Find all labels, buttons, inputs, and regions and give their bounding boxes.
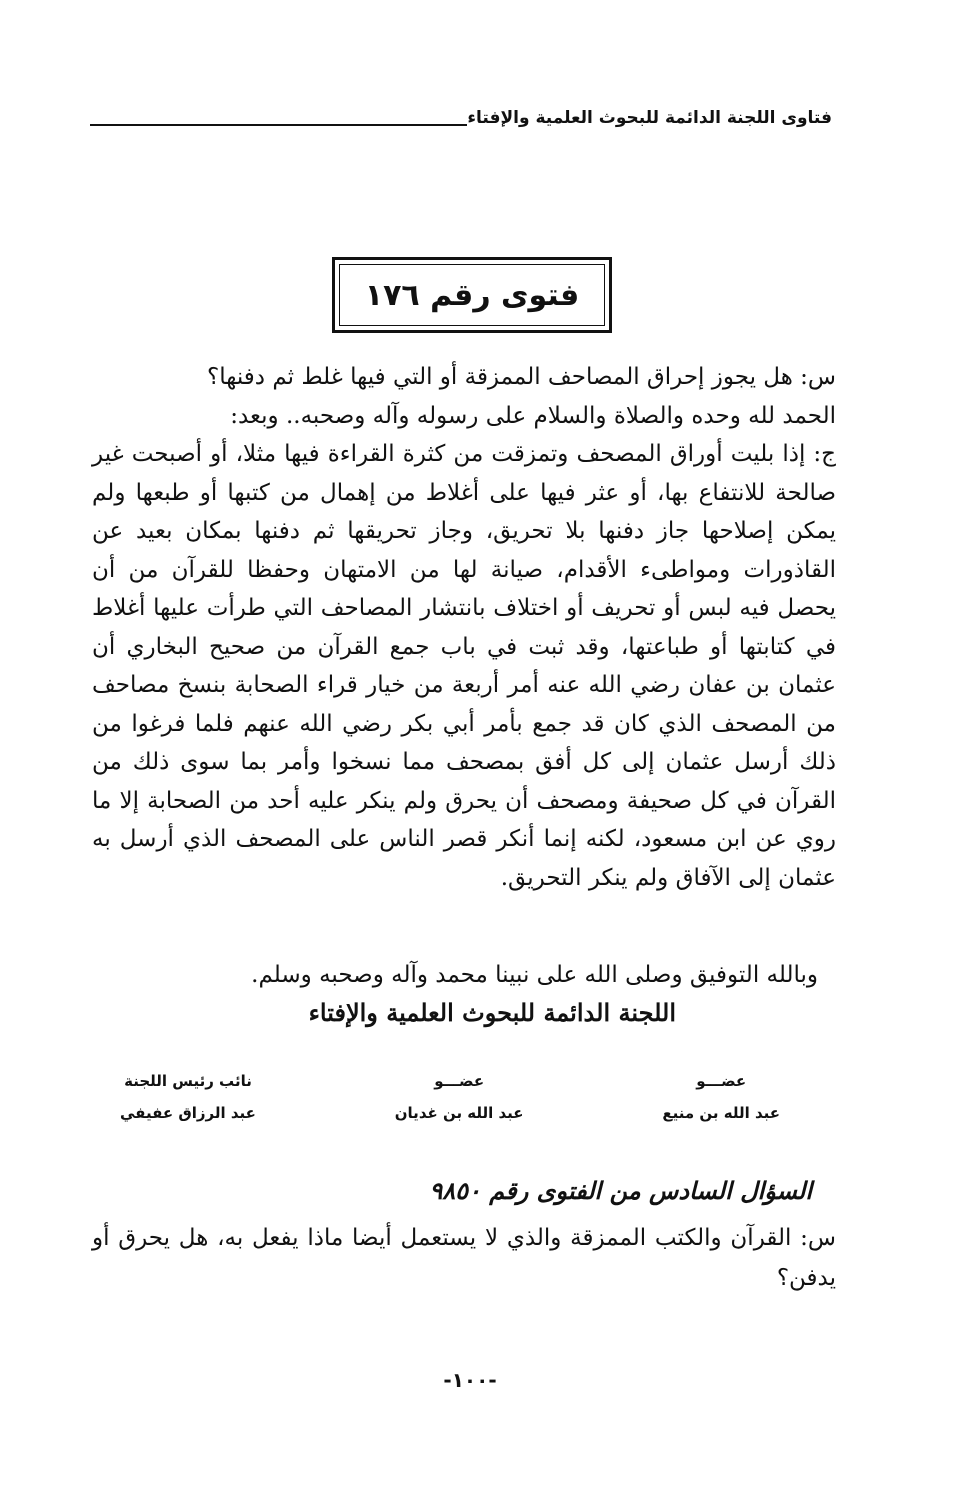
opening-text: الحمد لله وحده والصلاة والسلام على رسوله وآله وصحبه.. وبعد: — [230, 402, 836, 429]
closing-block — [92, 956, 836, 1032]
question-text: س: هل يجوز إحراق المصاحف الممزقة أو التي فيها غلط ثم دفنها؟ — [207, 364, 836, 390]
running-title: فتاوى اللجنة الدائمة للبحوث العلمية والإفتاء — [467, 108, 832, 128]
running-header — [90, 104, 832, 128]
answer-text: ج: إذا بليت أوراق المصحف وتمزقت من كثرة القراءة فيها مثلا، أو أصبحت غير صالحة للانتفاع بها، أو عثر فيها على أغلاط من إهمال من كتبها أو طبعها ولم يمكن إصلاحها جاز دفنها بلا تحريق، وجاز تحريقها ثم دفنها بمكان بعيد عن القاذورات ومواطىء الأقدام، صيانة لها من الامتهان وحفظا للقرآن من أن يحصل فيه لبس أو تحريف أو اختلاف بانتشار المصاحف التي طرأت عليها أغلاط في كتابتها أو طباعتها، وقد ثبت في باب جمع القرآن من صحيح البخاري أن عثمان بن عفان رضي الله عنه أمر أربعة من خيار قراء الصحابة بنسخ مصاحف من المصحف الذي كان قد جمع بأمر أبي بكر رضي الله عنهم فلما فرغوا من ذلك أرسل عثمان إلى كل أفق بمصحف مما نسخوا وأمر بما سوى ذلك من القرآن في كل صحيفة ومصحف أن يحرق ولم ينكر عليه أحد من الصحابة إلا ما روي عن ابن مسعود، لكنه إنما أنكر قصر الناس على المصحف الذي أرسل به عثمان إلى الآفاق ولم ينكر التحريق. — [92, 441, 836, 891]
closing-text: وبالله التوفيق وصلى الله على نبينا محمد وآله وصحبه وسلم. — [251, 962, 818, 988]
fatwa-body — [92, 358, 836, 897]
fatwa-title-box — [332, 257, 612, 333]
signature-block — [662, 1072, 780, 1142]
header-rule — [90, 124, 467, 126]
sixth-question-heading: السؤال السادس من الفتوى رقم ٩٨٥٠ — [429, 1176, 812, 1205]
signature-role: عضـــو — [434, 1072, 485, 1090]
signature-name: عبد الرزاق عفيفي — [120, 1104, 256, 1122]
signature-block — [120, 1072, 256, 1142]
signature-name: عبد الله بن منيع — [662, 1104, 780, 1122]
signature-name: عبد الله بن غديان — [394, 1104, 524, 1122]
sixth-question-text: س: القرآن والكتب الممزقة والذي لا يستعمل أيضا ماذا يفعل به، هل يحرق أو يدفن؟ — [92, 1225, 836, 1291]
signature-role: عضـــو — [696, 1072, 747, 1090]
fatwa-title: فتوى رقم ١٧٦ — [364, 277, 580, 313]
signatures — [120, 1072, 780, 1142]
committee-name: اللجنة الدائمة للبحوث العلمية والإفتاء — [308, 998, 676, 1027]
page-number: -١٠٠- — [443, 1368, 497, 1392]
signature-role: نائب رئيس اللجنة — [124, 1072, 252, 1090]
signature-block — [395, 1072, 524, 1142]
